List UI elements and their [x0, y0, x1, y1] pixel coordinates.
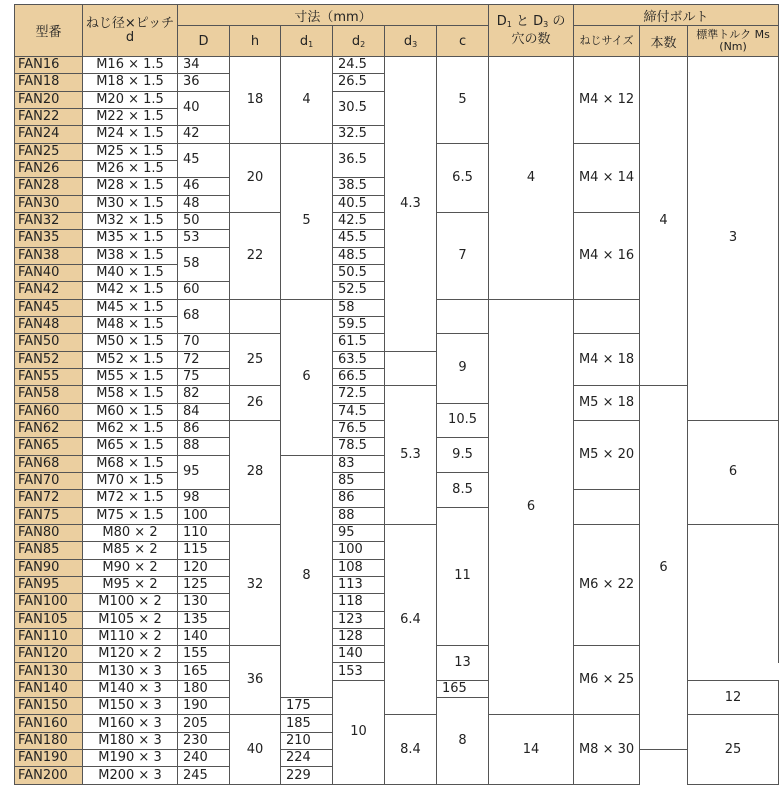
- thread-cell: M48 × 1.5: [83, 316, 178, 333]
- bolt-size-cell: M5 × 18: [574, 386, 640, 421]
- bolt-size-cell: M4 × 14: [574, 143, 640, 212]
- thread-cell: M20 × 1.5: [83, 91, 178, 108]
- c-cell: 14: [489, 715, 574, 784]
- d1-cell: 10: [333, 680, 385, 784]
- d2-cell: 45.5: [333, 230, 385, 247]
- bolt-size-cell: M4 × 18: [574, 334, 640, 386]
- header-d1: [281, 26, 333, 57]
- model-cell: FAN75: [15, 507, 83, 524]
- header-torque-unit: (Nm): [719, 40, 747, 53]
- D-cell: 75: [178, 368, 230, 385]
- model-cell: FAN85: [15, 542, 83, 559]
- d2-cell: 61.5: [333, 334, 385, 351]
- thread-cell: M28 × 1.5: [83, 178, 178, 195]
- d2-cell: 59.5: [333, 316, 385, 333]
- d2-cell: 30.5: [333, 91, 385, 126]
- torque-cell: 3: [688, 57, 779, 421]
- model-cell: FAN90: [15, 559, 83, 576]
- table-row: [15, 57, 779, 74]
- header-torque: [688, 26, 779, 57]
- D-cell: 72: [178, 351, 230, 368]
- bolt-size-cell: M4 × 12: [574, 57, 640, 144]
- thread-cell: M52 × 1.5: [83, 351, 178, 368]
- model-cell: FAN35: [15, 230, 83, 247]
- d2-cell: 74.5: [333, 403, 385, 420]
- bolt-count-cell: 6: [640, 386, 688, 750]
- thread-cell: M40 × 1.5: [83, 264, 178, 281]
- model-cell: FAN110: [15, 628, 83, 645]
- model-cell: FAN48: [15, 316, 83, 333]
- d1-cell: 8: [281, 455, 333, 698]
- d3-cell: 8.4: [385, 715, 437, 784]
- model-cell: FAN58: [15, 386, 83, 403]
- model-cell: FAN80: [15, 524, 83, 541]
- thread-cell: M160 × 3: [83, 715, 178, 732]
- model-cell: FAN55: [15, 368, 83, 385]
- d2-cell: 123: [333, 611, 385, 628]
- D-cell: 36: [178, 74, 230, 91]
- h-cell: 25: [230, 334, 281, 386]
- D-cell: 58: [178, 247, 230, 282]
- table-row: [15, 386, 779, 403]
- header-d3-sub: 3: [412, 39, 418, 49]
- d2-cell: 224: [281, 750, 333, 767]
- thread-cell: M75 × 1.5: [83, 507, 178, 524]
- header-holes-mid: と D: [511, 14, 544, 29]
- model-cell: FAN160: [15, 715, 83, 732]
- thread-cell: M50 × 1.5: [83, 334, 178, 351]
- holes-cell: 6: [489, 299, 574, 715]
- model-cell: FAN24: [15, 126, 83, 143]
- header-d1-base: d: [299, 33, 309, 49]
- d2-cell: 50.5: [333, 264, 385, 281]
- d2-cell: 175: [281, 698, 333, 715]
- D-cell: 98: [178, 490, 230, 507]
- h-cell: 36: [230, 646, 281, 715]
- D-cell: 82: [178, 386, 230, 403]
- bolt-size-cell: [574, 299, 640, 334]
- header-c: c: [437, 26, 489, 57]
- bolt-size-cell: M6 × 25: [574, 646, 640, 715]
- d2-cell: 86: [333, 490, 385, 507]
- model-cell: FAN200: [15, 767, 83, 784]
- d3-cell: [574, 490, 640, 525]
- header-holes-d3-sub: 3: [543, 20, 549, 29]
- thread-cell: M45 × 1.5: [83, 299, 178, 316]
- bolt-size-cell: M8 × 30: [574, 715, 640, 784]
- D-cell: 86: [178, 420, 230, 437]
- model-cell: FAN38: [15, 247, 83, 264]
- d2-cell: 95: [333, 524, 385, 541]
- thread-cell: M150 × 3: [83, 698, 178, 715]
- model-cell: FAN40: [15, 264, 83, 281]
- h-cell: 40: [230, 715, 281, 784]
- D-cell: 34: [178, 57, 230, 74]
- thread-cell: M58 × 1.5: [83, 386, 178, 403]
- D-cell: 95: [178, 455, 230, 490]
- thread-cell: M60 × 1.5: [83, 403, 178, 420]
- model-cell: FAN140: [15, 680, 83, 697]
- D-cell: 190: [178, 698, 230, 715]
- thread-cell: M90 × 2: [83, 559, 178, 576]
- d2-cell: 76.5: [333, 420, 385, 437]
- model-cell: FAN70: [15, 472, 83, 489]
- model-cell: FAN120: [15, 646, 83, 663]
- h-cell: 26: [230, 386, 281, 421]
- d2-cell: 36.5: [333, 143, 385, 178]
- thread-cell: M180 × 3: [83, 732, 178, 749]
- model-cell: FAN130: [15, 663, 83, 680]
- thread-cell: M140 × 3: [83, 680, 178, 697]
- header-holes-tail: の: [548, 14, 566, 29]
- bolt-size-cell: M4 × 16: [574, 212, 640, 299]
- D-cell: 45: [178, 143, 230, 178]
- model-cell: FAN180: [15, 732, 83, 749]
- thread-cell: M72 × 1.5: [83, 490, 178, 507]
- c-cell: 9: [437, 334, 489, 403]
- header-thread-pitch-symbol: d: [125, 29, 135, 45]
- D-cell: 205: [178, 715, 230, 732]
- bolt-size-cell: M6 × 22: [574, 524, 640, 645]
- model-cell: FAN26: [15, 160, 83, 177]
- c-cell: [437, 299, 489, 334]
- model-cell: FAN150: [15, 698, 83, 715]
- torque-cell: 6: [688, 420, 779, 524]
- header-d2-sub: 2: [360, 39, 366, 49]
- D-cell: 135: [178, 611, 230, 628]
- header-d1-sub: 1: [308, 39, 314, 49]
- thread-cell: M70 × 1.5: [83, 472, 178, 489]
- thread-cell: M55 × 1.5: [83, 368, 178, 385]
- D-cell: 60: [178, 282, 230, 299]
- d3-cell: 6.4: [385, 524, 437, 715]
- d2-cell: 140: [333, 646, 385, 663]
- d2-cell: 52.5: [333, 282, 385, 299]
- d2-cell: 40.5: [333, 195, 385, 212]
- header-bolt-size: ねじサイズ: [574, 26, 640, 57]
- D-cell: 180: [178, 680, 230, 697]
- d2-cell: 229: [281, 767, 333, 784]
- thread-cell: M42 × 1.5: [83, 282, 178, 299]
- model-cell: FAN65: [15, 438, 83, 455]
- d2-cell: 38.5: [333, 178, 385, 195]
- thread-cell: M32 × 1.5: [83, 212, 178, 229]
- d2-cell: 85: [333, 472, 385, 489]
- header-D: D: [178, 26, 230, 57]
- h-cell: 20: [230, 143, 281, 212]
- D-cell: 50: [178, 212, 230, 229]
- holes-cell: 8: [437, 698, 489, 785]
- header-holes-d1: D: [496, 14, 507, 29]
- d2-cell: 100: [333, 542, 385, 559]
- header-thread-pitch-label: ねじ径×ピッチ: [85, 15, 175, 31]
- bolt-count-cell: 4: [640, 57, 688, 386]
- D-cell: 230: [178, 732, 230, 749]
- D-cell: 240: [178, 750, 230, 767]
- model-cell: FAN42: [15, 282, 83, 299]
- c-cell: 5: [437, 57, 489, 144]
- thread-cell: M25 × 1.5: [83, 143, 178, 160]
- torque-cell: 25: [688, 715, 779, 784]
- thread-cell: M200 × 3: [83, 767, 178, 784]
- D-cell: 165: [178, 663, 230, 680]
- thread-cell: M16 × 1.5: [83, 57, 178, 74]
- thread-cell: M190 × 3: [83, 750, 178, 767]
- D-cell: 40: [178, 91, 230, 126]
- header-bolt-count: 本数: [640, 26, 688, 57]
- model-cell: FAN32: [15, 212, 83, 229]
- header-dimensions: 寸法（mm）: [178, 5, 489, 26]
- thread-cell: M65 × 1.5: [83, 438, 178, 455]
- D-cell: 70: [178, 334, 230, 351]
- D-cell: 53: [178, 230, 230, 247]
- model-cell: FAN190: [15, 750, 83, 767]
- c-cell: 7: [437, 212, 489, 299]
- thread-cell: M22 × 1.5: [83, 108, 178, 125]
- d2-cell: 66.5: [333, 368, 385, 385]
- thread-cell: M105 × 2: [83, 611, 178, 628]
- D-cell: 130: [178, 594, 230, 611]
- bolt-size-cell: M5 × 20: [574, 420, 640, 489]
- D-cell: 46: [178, 178, 230, 195]
- thread-cell: M80 × 2: [83, 524, 178, 541]
- c-cell: 6.5: [437, 143, 489, 212]
- header-thread-pitch: [83, 5, 178, 57]
- thread-cell: M130 × 3: [83, 663, 178, 680]
- header-d3-base: d: [403, 33, 413, 49]
- D-cell: 120: [178, 559, 230, 576]
- header-holes-d1-sub: 1: [506, 20, 512, 29]
- header-holes: [489, 5, 574, 57]
- d2-cell: 210: [281, 732, 333, 749]
- h-cell: 28: [230, 420, 281, 524]
- model-cell: FAN95: [15, 576, 83, 593]
- d2-cell: 26.5: [333, 74, 385, 91]
- thread-cell: M18 × 1.5: [83, 74, 178, 91]
- h-cell: 22: [230, 212, 281, 299]
- D-cell: 155: [178, 646, 230, 663]
- model-cell: FAN20: [15, 91, 83, 108]
- table-header: [15, 5, 779, 57]
- model-cell: FAN60: [15, 403, 83, 420]
- d2-cell: 108: [333, 559, 385, 576]
- d3-cell: 5.3: [385, 386, 437, 525]
- h-cell: 32: [230, 524, 281, 645]
- c-cell: 11: [437, 507, 489, 646]
- d2-cell: 185: [281, 715, 333, 732]
- d1-cell: 5: [281, 143, 333, 299]
- model-cell: FAN62: [15, 420, 83, 437]
- thread-cell: M100 × 2: [83, 594, 178, 611]
- header-d2: [333, 26, 385, 57]
- d2-cell: 32.5: [333, 126, 385, 143]
- D-cell: 110: [178, 524, 230, 541]
- spec-table: [14, 4, 779, 785]
- d2-cell: 118: [333, 594, 385, 611]
- model-cell: FAN30: [15, 195, 83, 212]
- d2-cell: 58: [333, 299, 385, 316]
- d2-cell: 128: [333, 628, 385, 645]
- header-d2-base: d: [351, 33, 361, 49]
- h-cell: [230, 299, 281, 334]
- thread-cell: M35 × 1.5: [83, 230, 178, 247]
- D-cell: 140: [178, 628, 230, 645]
- thread-cell: M95 × 2: [83, 576, 178, 593]
- header-model: 型番: [15, 5, 83, 57]
- d2-cell: 63.5: [333, 351, 385, 368]
- model-cell: FAN72: [15, 490, 83, 507]
- D-cell: 48: [178, 195, 230, 212]
- c-cell: 10.5: [437, 403, 489, 438]
- model-cell: FAN45: [15, 299, 83, 316]
- model-cell: FAN28: [15, 178, 83, 195]
- thread-cell: M24 × 1.5: [83, 126, 178, 143]
- model-cell: FAN22: [15, 108, 83, 125]
- model-cell: FAN18: [15, 74, 83, 91]
- d2-cell: 24.5: [333, 57, 385, 74]
- D-cell: 245: [178, 767, 230, 784]
- c-cell: 12: [688, 680, 779, 715]
- h-cell: 18: [230, 57, 281, 144]
- d2-cell: 165: [437, 680, 489, 697]
- thread-cell: M68 × 1.5: [83, 455, 178, 472]
- thread-cell: M26 × 1.5: [83, 160, 178, 177]
- header-d3: [385, 26, 437, 57]
- model-cell: FAN16: [15, 57, 83, 74]
- c-cell: 9.5: [437, 438, 489, 473]
- D-cell: 125: [178, 576, 230, 593]
- thread-cell: M62 × 1.5: [83, 420, 178, 437]
- table-body: [15, 57, 779, 785]
- D-cell: 42: [178, 126, 230, 143]
- model-cell: FAN52: [15, 351, 83, 368]
- header-torque-label: 標準トルク Ms: [696, 28, 770, 41]
- header-h: h: [230, 26, 281, 57]
- thread-cell: M38 × 1.5: [83, 247, 178, 264]
- holes-cell: 4: [489, 57, 574, 300]
- c-cell: 8.5: [437, 472, 489, 507]
- thread-cell: M120 × 2: [83, 646, 178, 663]
- d1-cell: 6: [281, 299, 333, 455]
- d2-cell: 83: [333, 455, 385, 472]
- d2-cell: 113: [333, 576, 385, 593]
- d1-cell: 4: [281, 57, 333, 144]
- D-cell: 88: [178, 438, 230, 455]
- c-cell: 13: [437, 646, 489, 681]
- model-cell: FAN100: [15, 594, 83, 611]
- header-holes-count-label: 穴の数: [511, 32, 551, 47]
- D-cell: 100: [178, 507, 230, 524]
- model-cell: FAN25: [15, 143, 83, 160]
- d2-cell: 42.5: [333, 212, 385, 229]
- thread-cell: M110 × 2: [83, 628, 178, 645]
- d2-cell: 153: [333, 663, 385, 680]
- thread-cell: M30 × 1.5: [83, 195, 178, 212]
- header-bolts: 締付ボルト: [574, 5, 779, 26]
- D-cell: 68: [178, 299, 230, 334]
- model-cell: FAN50: [15, 334, 83, 351]
- d3-cell: 4.3: [385, 57, 437, 352]
- D-cell: 115: [178, 542, 230, 559]
- d2-cell: 78.5: [333, 438, 385, 455]
- d2-cell: 72.5: [333, 386, 385, 403]
- d2-cell: 88: [333, 507, 385, 524]
- d2-cell: 48.5: [333, 247, 385, 264]
- model-cell: FAN68: [15, 455, 83, 472]
- thread-cell: M85 × 2: [83, 542, 178, 559]
- D-cell: 84: [178, 403, 230, 420]
- model-cell: FAN105: [15, 611, 83, 628]
